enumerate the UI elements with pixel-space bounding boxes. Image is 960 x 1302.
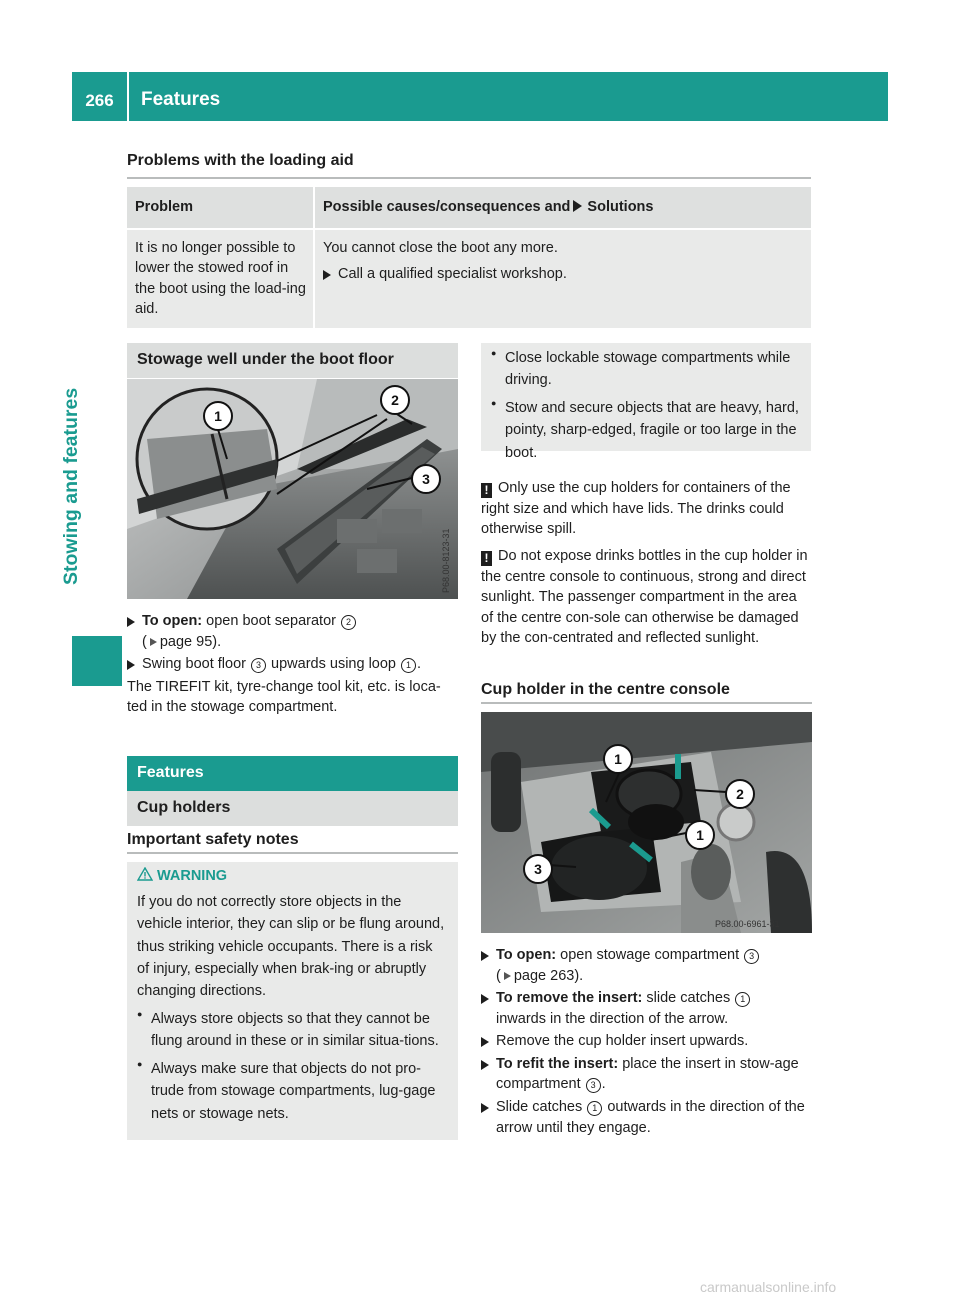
callout-3: 3 [411,464,441,494]
callout-3: 3 [523,854,553,884]
table-header-row [127,187,811,229]
table-row [127,229,811,328]
side-tab-label [58,387,88,585]
boot-floor-illustration [127,379,458,599]
cup-step-5 [481,1097,812,1138]
step2-text: Swing boot floor [142,656,246,673]
stowage-title: Stowage well under the boot floor [127,343,458,378]
boot-floor-photo [127,379,458,599]
step2-num-a: 3 [251,658,266,673]
row-solution-cell [314,229,811,328]
col-problem: Problem [127,187,314,229]
page-ref-icon [150,638,157,646]
cup-holder-photo [481,712,812,933]
s1-text: open stowage compartment [560,947,740,963]
page-ref-icon [504,972,511,980]
warning-bullet-4: ● Stow and secure objects that are heavy, hard, pointy, sharp-edged, fragile or too large in the boot. [491,397,801,464]
safety-rule [127,852,458,854]
col-solutions [314,187,811,229]
note-2-text: Do not expose drinks bottles in the cup holder in the centre console to continuous, strong and direct sunlight. The passenger compartment in the area of the centre con-sole can otherwise be damaged by the con-centrated and reflected sunlight. [481,548,808,647]
page-number: 266 [85,91,114,110]
s2-num: 1 [735,992,750,1007]
warning-label: WARNING [157,868,228,884]
stowage-note: The TIREFIT kit, tyre-change tool kit, etc. is loca-ted in the stowage compartment. [127,678,441,716]
warning-bullet-2: ● Always make sure that objects do not pro-trude from stowage compartments, lug-gage nets or stowage nets. [137,1058,448,1125]
callout-1b: 1 [685,820,715,850]
note-1-text: Only use the cup holders for containers of the right size and which have lids. The drinks could otherwise spill. [481,480,791,538]
cup-step-4: To refit the insert: place the insert in stow-age compartment 3 . [481,1054,812,1095]
s1-num: 3 [744,949,759,964]
note-icon: ! [481,551,492,566]
s2-bold: To remove the insert: [496,990,643,1007]
cup-console-title: Cup holder in the centre console [481,681,730,698]
warning-icon [137,867,153,881]
safety-title: Important safety notes [127,831,299,848]
cup-holder-illustration [481,712,812,933]
col-solutions-pre: Possible causes/consequences and [323,199,571,215]
s5-num: 1 [587,1101,602,1116]
step2-mid: upwards using loop [271,656,396,673]
s4-text: place the insert in stow-age compartment [496,1055,799,1093]
warning-bullet-3: ● Close lockable stowage compartments while driving. [491,347,801,392]
callout-2: 2 [725,779,755,809]
step1-num: 2 [341,615,356,630]
cup-step-2 [481,988,812,1029]
s4-num: 3 [586,1078,601,1093]
note-2 [481,546,812,649]
s2-text2: inwards in the direction of the arrow. [496,1010,729,1027]
s5-text: Slide catches [496,1099,583,1116]
cup-console-steps [481,945,812,1140]
row-solution: Call a qualified specialist workshop. [323,264,805,285]
features-heading: Features [127,756,458,791]
step2-num-b: 1 [401,658,416,673]
callout-1: 1 [603,744,633,774]
solution-arrow-icon [573,200,582,212]
col-solutions-post: Solutions [587,199,654,215]
step1-bold: To open: [142,613,203,629]
problems-title: Problems with the loading aid [127,152,354,169]
s1-ref: page 263). [513,967,584,984]
s1-bold: To open: [496,947,557,963]
s2-text: slide catches [646,990,731,1007]
header-title: Features [141,89,221,110]
warning-header [137,866,448,887]
step1-text: open boot separator [206,613,336,629]
photo-code: P68.00-6961-31 [715,919,780,929]
row-problem: It is no longer possible to lower the stowed roof in the boot using the load-ing aid. [127,229,314,328]
note-1 [481,478,812,540]
side-tab-marker [72,636,122,686]
stowage-step-2: Swing boot floor 3 upwards using loop 1 . [127,654,458,675]
callout-1: 1 [203,401,233,431]
cup-console-rule [481,702,812,704]
problems-table [127,187,811,328]
note-icon: ! [481,483,492,498]
callout-2: 2 [380,385,410,415]
s5-text2: outwards in the direction of the arrow until they engage. [496,1099,805,1136]
step1-ref: page 95). [159,633,222,650]
cup-step-3: Remove the cup holder insert upwards. [481,1031,812,1052]
warning-box [127,862,458,1140]
header-divider [127,72,129,121]
watermark: carmanualsonline.info [700,1279,837,1295]
row-cause: You cannot close the boot any more. [323,239,558,256]
problems-rule [127,177,811,179]
photo-code: P68.00-8123-31 [441,528,451,593]
stowage-step-1: To open: open boot separator 2 ( page 95). [127,611,458,652]
warning-bullet-1: ● Always store objects so that they cannot be flung around in these or in similar situa-tions. [137,1008,448,1053]
s4-bold: To refit the insert: [496,1055,619,1072]
warning-text: If you do not correctly store objects in the vehicle interior, they can slip or be flung around, thus striking vehicle occupants. There is a risk of injury, especially when brak-ing or abruptly changing directions. [137,893,445,1000]
stowage-steps [127,611,458,718]
cup-holders-heading: Cup holders [127,791,458,826]
side-tab-text: Stowing and features [60,387,82,585]
warning-box-continued [481,343,811,461]
cup-step-1: To open: open stowage compartment 3 ( page 263). [481,945,812,986]
